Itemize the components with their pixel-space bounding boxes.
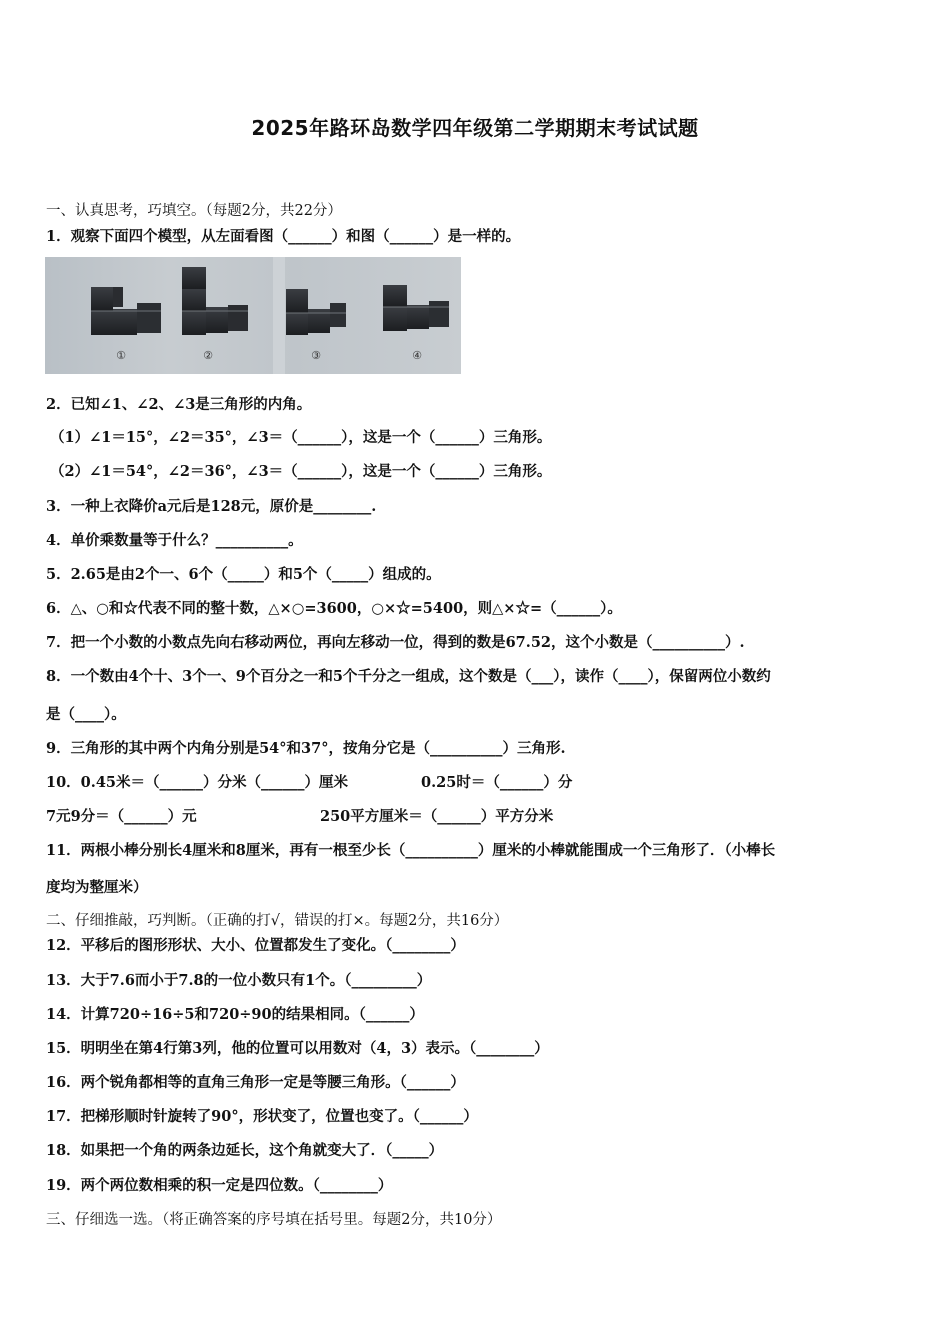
question-3: 3．一种上衣降价a元后是128元，原价是________. xyxy=(46,498,377,515)
question-7: 7．把一个小数的小数点先向右移动两位，再向左移动一位，得到的数是67.52，这个小数是（__________）. xyxy=(46,634,745,651)
question-5: 5．2.65是由2个一、6个（_____）和5个（_____）组成的。 xyxy=(46,566,441,583)
question-6: 6．△、○和☆代表不同的整十数，△×○=3600，○×☆=5400，则△×☆=（______）。 xyxy=(46,600,622,617)
cube-models-figure xyxy=(45,257,461,374)
question-8-line-1: 8．一个数由4个十、3个一、9个百分之一和5个千分之一组成，这个数是（___），读作（____），保留两位小数约 xyxy=(46,668,771,685)
question-14: 14．计算720÷16÷5和720÷90的结果相同。（______） xyxy=(46,1006,424,1023)
question-11-line-1: 11．两根小棒分别长4厘米和8厘米，再有一根至少长（__________）厘米的小棒就能围成一个三角形了．（小棒长 xyxy=(46,842,776,859)
question-17: 17．把梯形顺时针旋转了90°，形状变了，位置也变了。（______） xyxy=(46,1108,478,1125)
page-title: 2025年路环岛数学四年级第二学期期末考试试题 xyxy=(251,116,699,140)
section-3-header: 三、仔细选一选。（将正确答案的序号填在括号里。每题2分，共10分） xyxy=(46,1212,502,1228)
figure-label-4: ④ xyxy=(412,349,422,362)
cube-model-2 xyxy=(182,267,248,335)
question-8-line-2: 是（____）。 xyxy=(46,706,126,723)
question-18: 18．如果把一个角的两条边延长，这个角就变大了．（_____） xyxy=(46,1142,444,1159)
question-4: 4．单价乘数量等于什么？__________。 xyxy=(46,532,303,549)
question-19: 19．两个两位数相乘的积一定是四位数。（________） xyxy=(46,1177,393,1194)
figure-label-1: ① xyxy=(116,349,126,362)
question-10-part-b2: 250平方厘米＝（______）平方分米 xyxy=(320,808,554,825)
section-2-header: 二、仔细推敲，巧判断。（正确的打√，错误的打×。每题2分，共16分） xyxy=(46,913,509,929)
section-1-header: 一、认真思考，巧填空。（每题2分，共22分） xyxy=(46,203,342,219)
cube-model-1 xyxy=(91,287,161,335)
cube-model-3 xyxy=(286,289,346,335)
question-1: 1．观察下面四个模型，从左面看图（______）和图（______）是一样的。 xyxy=(46,228,521,245)
question-10-part-a2: 0.25时＝（______）分 xyxy=(421,774,573,791)
question-11-line-2: 度均为整厘米） xyxy=(46,879,148,896)
question-10-part-a1: 10．0.45米＝（______）分米（______）厘米 xyxy=(46,774,348,791)
question-13: 13．大于7.6而小于7.8的一位小数只有1个。（_________） xyxy=(46,972,432,989)
question-10-part-b1: 7元9分＝（______）元 xyxy=(46,808,197,825)
question-2-part-1: （1）∠1＝15°，∠2＝35°，∠3＝（______），这是一个（______）三角形。 xyxy=(50,429,552,446)
question-15: 15．明明坐在第4行第3列，他的位置可以用数对（4，3）表示。（________） xyxy=(46,1040,549,1057)
question-9: 9．三角形的其中两个内角分别是54°和37°，按角分它是（__________）三角形. xyxy=(46,740,566,757)
question-2-part-2: （2）∠1＝54°，∠2＝36°，∠3＝（______），这是一个（______）三角形。 xyxy=(50,463,552,480)
figure-label-2: ② xyxy=(203,349,213,362)
cube-model-4 xyxy=(383,285,449,331)
question-12: 12．平移后的图形形状、大小、位置都发生了变化。（________） xyxy=(46,937,465,954)
question-2: 2．已知∠1、∠2、∠3是三角形的内角。 xyxy=(46,396,312,413)
question-16: 16．两个锐角都相等的直角三角形一定是等腰三角形。（______） xyxy=(46,1074,465,1091)
figure-label-3: ③ xyxy=(311,349,321,362)
